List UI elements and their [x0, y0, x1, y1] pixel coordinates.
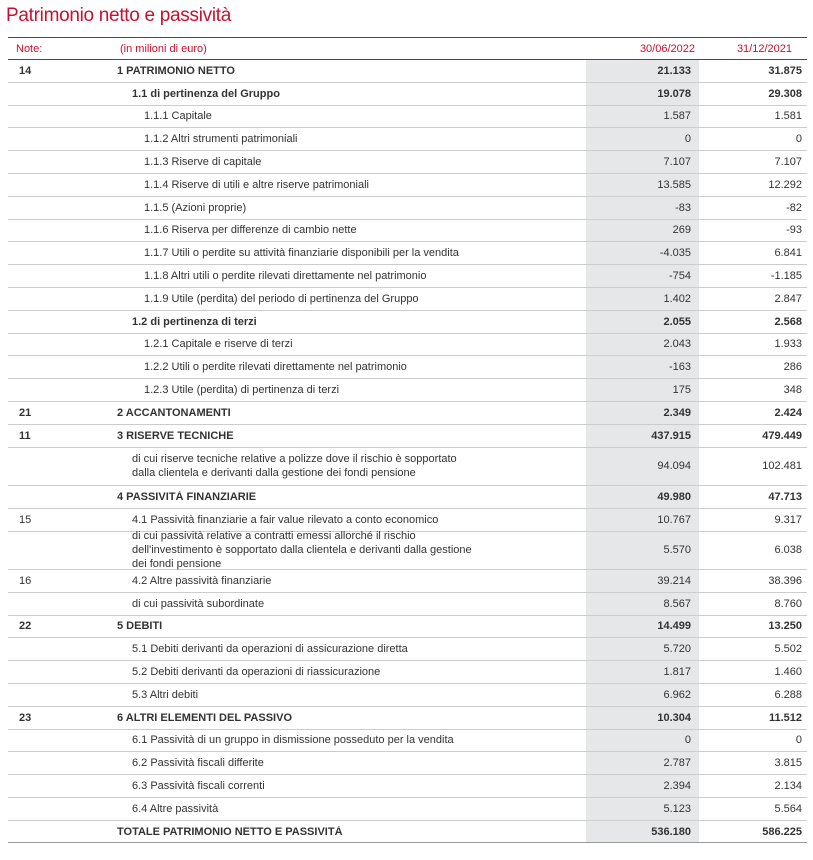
unit-header: (in milioni di euro)	[120, 42, 207, 55]
row-note: 22	[19, 620, 32, 633]
row-value-2021: 38.396	[768, 574, 802, 587]
row-value-2022: 536.180	[586, 821, 699, 843]
table-row	[8, 174, 807, 197]
row-value-2021: -82	[786, 201, 802, 214]
row-label: 5.2 Debiti derivanti da operazioni di riassicurazione	[132, 666, 381, 678]
row-value-2022: 6.962	[586, 684, 699, 706]
row-label: 1.1 di pertinenza del Gruppo	[132, 87, 280, 100]
row-value-2021: 5.502	[774, 643, 802, 656]
row-label: TOTALE PATRIMONIO NETTO E PASSIVITÀ	[117, 825, 343, 838]
row-note: 15	[19, 513, 32, 526]
col-header-2022: 30/06/2022	[639, 42, 695, 55]
row-value-2021: 5.564	[774, 802, 802, 815]
row-label: 1.1.4 Riserve di utili e altre riserve patrimoniali	[144, 178, 369, 191]
row-value-2022: 175	[586, 379, 699, 401]
row-label: 1.1.8 Altri utili o perdite rilevati direttamente nel patrimonio	[144, 270, 427, 283]
row-value-2021: 102.481	[762, 460, 802, 473]
table-row	[8, 486, 807, 509]
table-row	[8, 265, 807, 288]
row-label: 4.1 Passività finanziarie a fair value rilevato a conto economico	[132, 513, 439, 526]
row-value-2022: 21.133	[586, 60, 699, 82]
row-value-2022: 7.107	[586, 151, 699, 173]
row-label: di cui riserve tecniche relative a polizze dove il rischio è sopportato dalla clientela e derivanti dalla gestione dei fondi pensione	[132, 453, 457, 480]
row-value-2021: 12.292	[768, 178, 802, 191]
row-label: 1.1.5 (Azioni proprie)	[144, 201, 247, 214]
table-row	[8, 334, 807, 357]
row-label: 1.1.1 Capitale	[144, 110, 212, 123]
row-value-2021: 348	[783, 384, 802, 397]
row-label: 5.1 Debiti derivanti da operazioni di assicurazione diretta	[132, 643, 408, 656]
row-value-2022: 5.123	[586, 798, 699, 820]
row-value-2021: 586.225	[762, 825, 802, 838]
row-label: di cui passività relative a contratti emessi allorché il rischio dell'investimento è sopportato dalla clientela e derivanti dalla gestione dei fondi pensione	[132, 530, 472, 571]
row-value-2022: 1.817	[586, 661, 699, 683]
row-value-2021: 2.424	[774, 406, 802, 419]
row-value-2022: 10.767	[586, 509, 699, 531]
row-note: 11	[19, 429, 31, 442]
col-header-2021: 31/12/2021	[736, 42, 792, 55]
row-value-2022: 8.567	[586, 593, 699, 615]
row-value-2022: -4.035	[586, 242, 699, 264]
table-row	[8, 532, 807, 570]
row-value-2022: 2.043	[586, 334, 699, 356]
row-value-2022: 5.570	[586, 532, 699, 569]
row-note: 23	[19, 711, 32, 724]
row-value-2021: -1.185	[770, 270, 802, 283]
row-label: 1.2.3 Utile (perdita) di pertinenza di terzi	[144, 384, 340, 397]
table-row	[8, 448, 807, 486]
table-row	[8, 356, 807, 379]
row-value-2021: 3.815	[774, 757, 802, 770]
row-label: di cui passività subordinate	[132, 597, 265, 610]
table-body	[8, 60, 807, 843]
row-label: 6.4 Altre passività	[132, 802, 219, 815]
row-value-2022: 19.078	[586, 83, 699, 105]
row-value-2021: 1.933	[774, 338, 802, 351]
table-header	[8, 38, 807, 60]
row-label: 1.2.2 Utili o perdite rilevati direttamente nel patrimonio	[144, 361, 407, 374]
row-value-2021: 6.038	[774, 544, 802, 557]
row-value-2021: 1.460	[774, 666, 802, 678]
row-value-2021: 11.512	[768, 711, 802, 724]
table-row	[8, 311, 807, 334]
row-value-2022: 0	[586, 128, 699, 150]
row-label: 6.1 Passività di un gruppo in dismissione posseduto per la vendita	[132, 734, 454, 747]
row-label: 1.1.3 Riserve di capitale	[144, 156, 262, 169]
row-value-2022: 1.587	[586, 106, 699, 128]
row-value-2022: 1.402	[586, 288, 699, 310]
table-row	[8, 425, 807, 448]
row-label: 1.1.2 Altri strumenti patrimoniali	[144, 133, 298, 146]
row-label: 6.3 Passività fiscali correnti	[132, 779, 265, 792]
table-row	[8, 730, 807, 753]
table-row	[8, 197, 807, 220]
row-value-2021: 31.875	[768, 64, 802, 77]
row-value-2021: 29.308	[768, 87, 802, 100]
row-label: 5 DEBITI	[117, 620, 163, 633]
row-label: 3 RISERVE TECNICHE	[117, 429, 234, 442]
table-row	[8, 402, 807, 425]
row-value-2021: 6.288	[774, 688, 802, 701]
row-value-2021: 13.250	[768, 620, 802, 633]
row-value-2021: 2.134	[774, 779, 802, 792]
table-row	[8, 242, 807, 265]
row-value-2021: 9.317	[774, 513, 802, 526]
table-row	[8, 83, 807, 106]
table-row	[8, 638, 807, 661]
table-row	[8, 798, 807, 821]
row-label: 1.1.7 Utili o perdite su attività finanziarie disponibili per la vendita	[144, 247, 459, 260]
table-row	[8, 288, 807, 311]
table-row	[8, 379, 807, 402]
row-value-2022: 10.304	[586, 707, 699, 729]
row-value-2022: 0	[586, 730, 699, 752]
row-label: 6.2 Passività fiscali differite	[132, 757, 264, 770]
row-value-2022: 437.915	[586, 425, 699, 447]
row-value-2022: 39.214	[586, 570, 699, 592]
row-value-2022: -163	[586, 356, 699, 378]
table-row	[8, 616, 807, 639]
row-label: 4.2 Altre passività finanziarie	[132, 574, 272, 587]
table-row	[8, 106, 807, 129]
row-value-2022: -83	[586, 197, 699, 219]
row-value-2022: 5.720	[586, 638, 699, 660]
row-value-2021: 0	[795, 734, 802, 747]
row-value-2021: 1.581	[774, 110, 802, 123]
table-row	[8, 775, 807, 798]
row-label: 1.2.1 Capitale e riserve di terzi	[144, 338, 293, 351]
table-row	[8, 821, 807, 844]
table-row	[8, 661, 807, 684]
row-value-2022: 94.094	[586, 448, 699, 485]
row-value-2021: 6.841	[774, 247, 802, 260]
row-value-2022: -754	[586, 265, 699, 287]
table-row	[8, 570, 807, 593]
table-row	[8, 128, 807, 151]
table-row	[8, 151, 807, 174]
row-label: 1.1.6 Riserva per differenze di cambio nette	[144, 224, 357, 237]
row-value-2021: 286	[783, 361, 802, 374]
row-value-2021: 479.449	[762, 429, 802, 442]
row-label: 6 ALTRI ELEMENTI DEL PASSIVO	[117, 711, 293, 724]
page-title: Patrimonio netto e passività	[6, 5, 231, 26]
row-label: 2 ACCANTONAMENTI	[117, 406, 231, 419]
balance-sheet-table	[8, 37, 807, 843]
row-value-2022: 14.499	[586, 616, 699, 638]
table-row	[8, 60, 807, 83]
row-note: 21	[19, 406, 32, 419]
row-value-2022: 2.787	[586, 752, 699, 774]
table-row	[8, 707, 807, 730]
row-value-2022: 13.585	[586, 174, 699, 196]
row-value-2022: 49.980	[586, 486, 699, 508]
row-value-2021: 0	[795, 133, 802, 146]
row-value-2021: 2.568	[774, 315, 802, 328]
row-label: 5.3 Altri debiti	[132, 688, 199, 701]
row-label: 4 PASSIVITÀ FINANZIARIE	[117, 490, 257, 503]
note-header: Note:	[16, 42, 43, 55]
row-value-2021: 7.107	[774, 156, 802, 169]
row-value-2022: 269	[586, 220, 699, 242]
row-label: 1.2 di pertinenza di terzi	[132, 315, 257, 328]
table-row	[8, 684, 807, 707]
row-value-2022: 2.394	[586, 775, 699, 797]
row-label: 1 PATRIMONIO NETTO	[117, 64, 235, 77]
row-value-2021: -93	[786, 224, 802, 237]
row-value-2022: 2.055	[586, 311, 699, 333]
row-value-2021: 2.847	[774, 292, 802, 305]
table-row	[8, 752, 807, 775]
row-value-2021: 8.760	[774, 597, 802, 610]
row-label: 1.1.9 Utile (perdita) del periodo di pertinenza del Gruppo	[144, 292, 419, 305]
row-note: 14	[19, 64, 32, 77]
row-value-2022: 2.349	[586, 402, 699, 424]
table-row	[8, 220, 807, 243]
row-value-2021: 47.713	[768, 490, 802, 503]
table-row	[8, 509, 807, 532]
table-row	[8, 593, 807, 616]
row-note: 16	[19, 574, 32, 587]
